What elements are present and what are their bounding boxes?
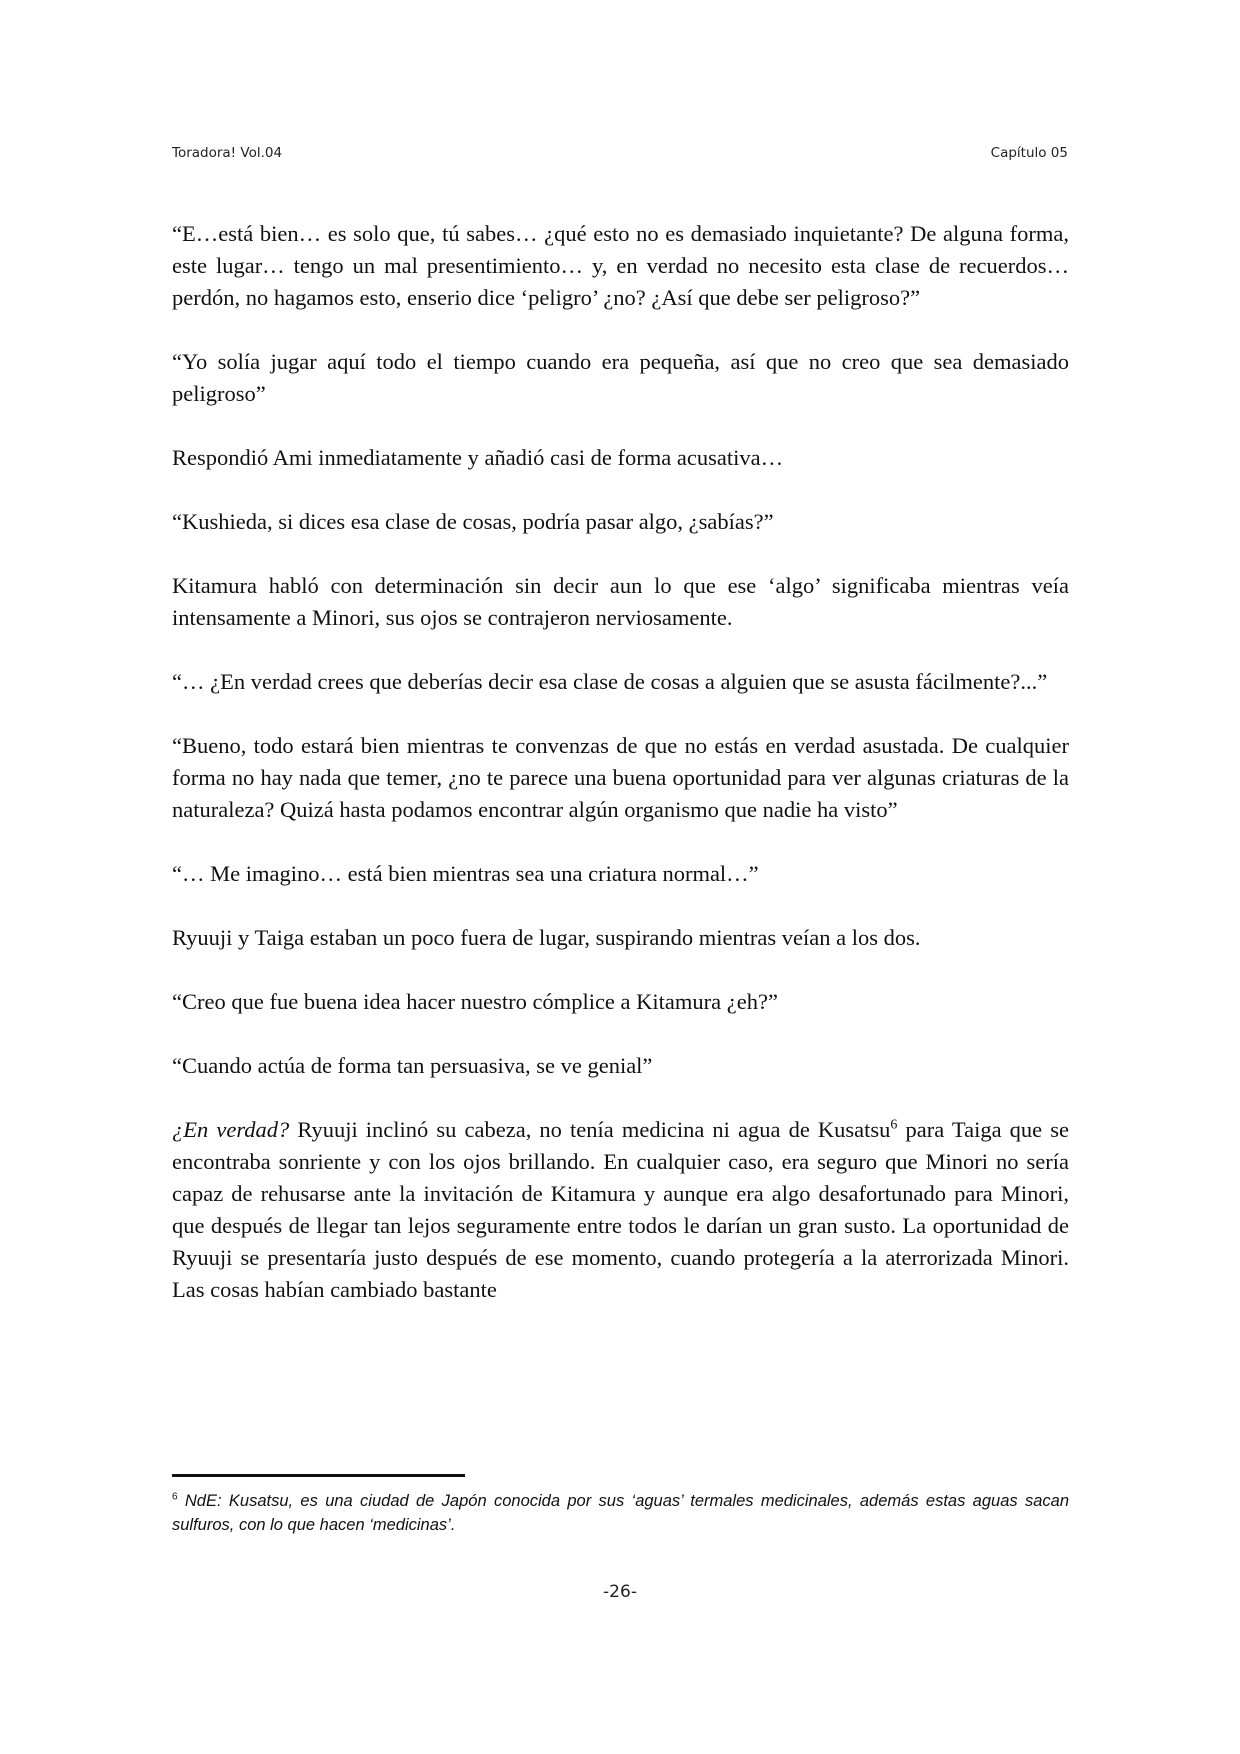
footnote-reference: 6 (890, 1117, 898, 1133)
paragraph: “E…está bien… es solo que, tú sabes… ¿qué esto no es demasiado inquietante? De alguna forma, este lugar… tengo un mal presentimiento… y, en verdad no necesito esta clase de recuerdos… perdón, no hagamos esto, enserio dice ‘peligro’ ¿no? ¿Así que debe ser peligroso?” (172, 221, 1069, 310)
footnote-divider (172, 1474, 465, 1477)
paragraph: “Kushieda, si dices esa clase de cosas, podría pasar algo, ¿sabías?” (172, 509, 774, 534)
header-book-title: Toradora! Vol.04 (172, 145, 283, 161)
page-number: -26- (603, 1582, 637, 1602)
paragraph: Respondió Ami inmediatamente y añadió casi de forma acusativa… (172, 445, 784, 470)
paragraph: “Cuando actúa de forma tan persuasiva, se ve genial” (172, 1053, 653, 1078)
running-header (172, 145, 1068, 161)
paragraph: “Yo solía jugar aquí todo el tiempo cuando era pequeña, así que no creo que sea demasiado peligroso” (172, 349, 1069, 406)
paragraph: “… Me imagino… está bien mientras sea una criatura normal…” (172, 861, 759, 886)
paragraph-text: Ryuuji inclinó su cabeza, no tenía medicina ni agua de Kusatsu (289, 1117, 891, 1142)
italic-lead: ¿En verdad? (172, 1117, 290, 1142)
final-paragraph (172, 1114, 1069, 1306)
header-chapter: Capítulo 05 (990, 145, 1068, 161)
paragraph: “… ¿En verdad crees que deberías decir esa clase de cosas a alguien que se asusta fácilmente?...” (172, 669, 1048, 694)
footnote-text: NdE: Kusatsu, es una ciudad de Japón conocida por sus ‘aguas’ termales medicinales, además estas aguas sacan sulfuros, con lo que hacen ‘medicinas’. (172, 1492, 1069, 1534)
paragraph: Ryuuji y Taiga estaban un poco fuera de lugar, suspirando mientras veían a los dos. (172, 925, 921, 950)
paragraph: “Bueno, todo estará bien mientras te convenzas de que no estás en verdad asustada. De cualquier forma no hay nada que temer, ¿no te parece una buena oportunidad para ver algunas criaturas de la naturaleza? Quizá hasta podamos encontrar algún organismo que nadie ha visto” (172, 733, 1069, 822)
footnote (172, 1489, 1069, 1537)
footnote-number: 6 (172, 1491, 178, 1503)
body-text (172, 218, 1069, 1306)
paragraph: Kitamura habló con determinación sin decir aun lo que ese ‘algo’ significaba mientras veía intensamente a Minori, sus ojos se contrajeron nerviosamente. (172, 573, 1069, 630)
paragraph: “Creo que fue buena idea hacer nuestro cómplice a Kitamura ¿eh?” (172, 989, 778, 1014)
paragraph-text: para Taiga que se encontraba sonriente y con los ojos brillando. En cualquier caso, era seguro que Minori no sería capaz de rehusarse ante la invitación de Kitamura y aunque era algo desafortunado para Minori, que después de llegar tan lejos seguramente entre todos le darían un gran susto. La oportunidad de Ryuuji se presentaría justo después de ese momento, cuando protegería a la aterrorizada Minori. Las cosas habían cambiado bastante (172, 1117, 1070, 1302)
